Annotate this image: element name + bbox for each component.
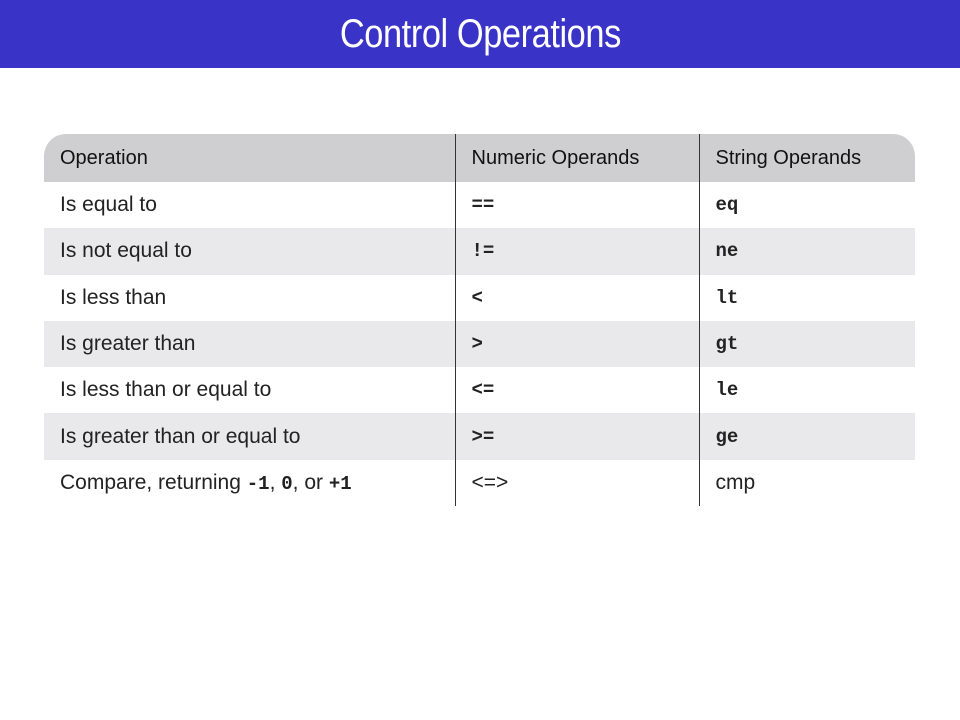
separator-text: , or: [292, 470, 329, 494]
string-operator-cell: lt: [699, 275, 915, 321]
table-row: [44, 460, 915, 506]
operations-table: [44, 134, 915, 506]
return-value-negative: -1: [246, 472, 270, 495]
table-header-row: [44, 134, 915, 182]
numeric-operator-cell: <=: [455, 367, 699, 413]
operation-cell: [44, 460, 455, 506]
numeric-operator-cell: <=>: [455, 460, 699, 506]
string-operator-cell: gt: [699, 321, 915, 367]
numeric-operator-cell: >=: [455, 413, 699, 459]
operation-cell: Is less than or equal to: [60, 378, 272, 402]
operation-cell: Is less than: [60, 285, 167, 309]
table-row: [44, 228, 915, 274]
string-operator-cell: cmp: [699, 460, 915, 506]
slide-title: Control Operations: [339, 11, 621, 56]
string-operator-cell: ge: [699, 413, 915, 459]
numeric-operator-cell: >: [455, 321, 699, 367]
operation-cell: Is equal to: [60, 193, 157, 217]
header-operation: Operation: [44, 134, 455, 182]
table-row: [44, 275, 915, 321]
header-string-operands: String Operands: [699, 134, 915, 182]
return-value-positive: +1: [328, 472, 352, 495]
operation-cell: Is greater than: [44, 321, 455, 367]
string-operator-cell: eq: [699, 182, 915, 228]
comparison-table: [44, 134, 915, 506]
table-row: [44, 321, 915, 367]
table-row: [44, 413, 915, 459]
return-value-zero: 0: [281, 472, 293, 495]
header-numeric-operands: Numeric Operands: [455, 134, 699, 182]
operation-text: Compare, returning: [60, 470, 247, 494]
table-row: [44, 182, 915, 228]
numeric-operator-cell: !=: [455, 228, 699, 274]
numeric-operator-cell: <: [455, 275, 699, 321]
string-operator-cell: ne: [699, 228, 915, 274]
title-bar: [0, 0, 960, 68]
table-row: [44, 367, 915, 413]
numeric-operator-cell: ==: [455, 182, 699, 228]
string-operator-cell: le: [699, 367, 915, 413]
operation-cell: Is not equal to: [44, 228, 455, 274]
separator-text: ,: [269, 470, 282, 494]
operation-cell: Is greater than or equal to: [44, 413, 455, 459]
